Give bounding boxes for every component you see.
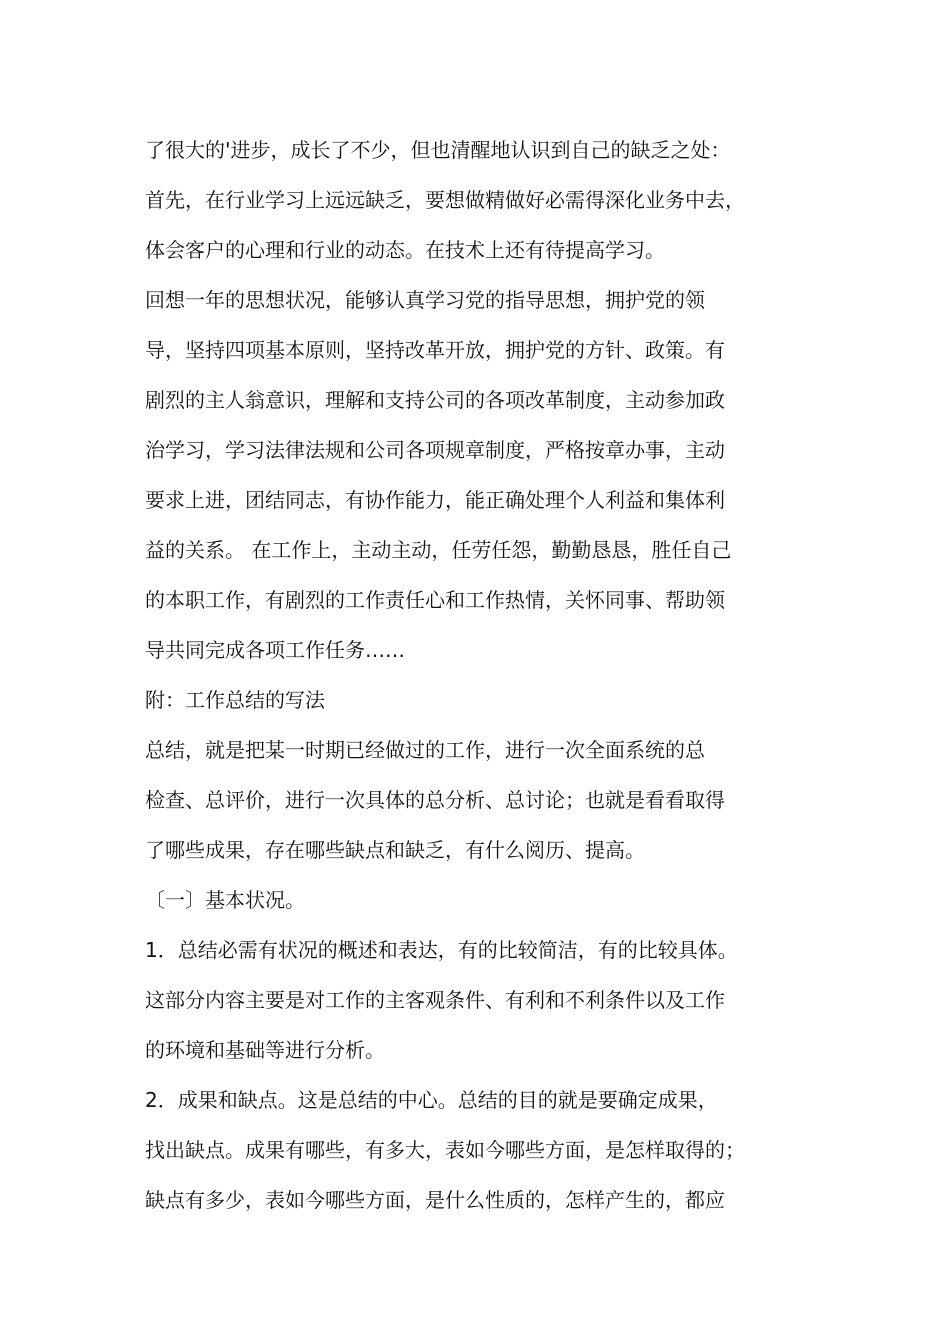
text-line: 1．总结必需有状况的概述和表达，有的比较简洁，有的比较具体。 — [145, 938, 738, 962]
text-line: 剧烈的主人翁意识，理解和支持公司的各项改革制度，主动参加政 — [145, 388, 725, 412]
text-line: 首先，在行业学习上远远缺乏，要想做精做好必需得深化业务中去， — [145, 188, 745, 212]
text-line: 了哪些成果，存在哪些缺点和缺乏，有什么阅历、提高。 — [145, 838, 645, 862]
text-line: 缺点有多少，表如今哪些方面，是什么性质的，怎样产生的，都应 — [145, 1188, 725, 1212]
text-line: 要求上进，团结同志，有协作能力，能正确处理个人利益和集体利 — [145, 488, 725, 512]
text-line: 总结，就是把某一时期已经做过的工作，进行一次全面系统的总 — [145, 738, 705, 762]
text-line: 找出缺点。成果有哪些，有多大，表如今哪些方面，是怎样取得的； — [145, 1138, 745, 1162]
text-line: 检查、总评价，进行一次具体的总分析、总讨论；也就是看看取得 — [145, 788, 725, 812]
text-line: 回想一年的思想状况，能够认真学习党的指导思想，拥护党的领 — [145, 288, 705, 312]
text-line: 这部分内容主要是对工作的主客观条件、有利和不利条件以及工作 — [145, 988, 725, 1012]
text-line: 治学习，学习法律法规和公司各项规章制度，严格按章办事，主动 — [145, 438, 725, 462]
subsection-heading: 〔一〕基本状况。 — [145, 888, 305, 912]
text-line: 了很大的'进步，成长了不少，但也清醒地认识到自己的缺乏之处： — [145, 138, 731, 162]
section-heading: 附：工作总结的写法 — [145, 688, 325, 712]
text-line: 的本职工作，有剧烈的工作责任心和工作热情，关怀同事、帮助领 — [145, 588, 725, 612]
text-line: 体会客户的心理和行业的动态。在技术上还有待提高学习。 — [145, 238, 665, 262]
text-line: 益的关系。 在工作上，主动主动，任劳任怨，勤勤恳恳，胜任自己 — [145, 538, 732, 562]
text-line: 导，坚持四项基本原则，坚持改革开放，拥护党的方针、政策。有 — [145, 338, 725, 362]
text-line: 2．成果和缺点。这是总结的中心。总结的目的就是要确定成果， — [145, 1088, 718, 1112]
text-line: 导共同完成各项工作任务…… — [145, 638, 405, 662]
text-line: 的环境和基础等进行分析。 — [145, 1038, 385, 1062]
